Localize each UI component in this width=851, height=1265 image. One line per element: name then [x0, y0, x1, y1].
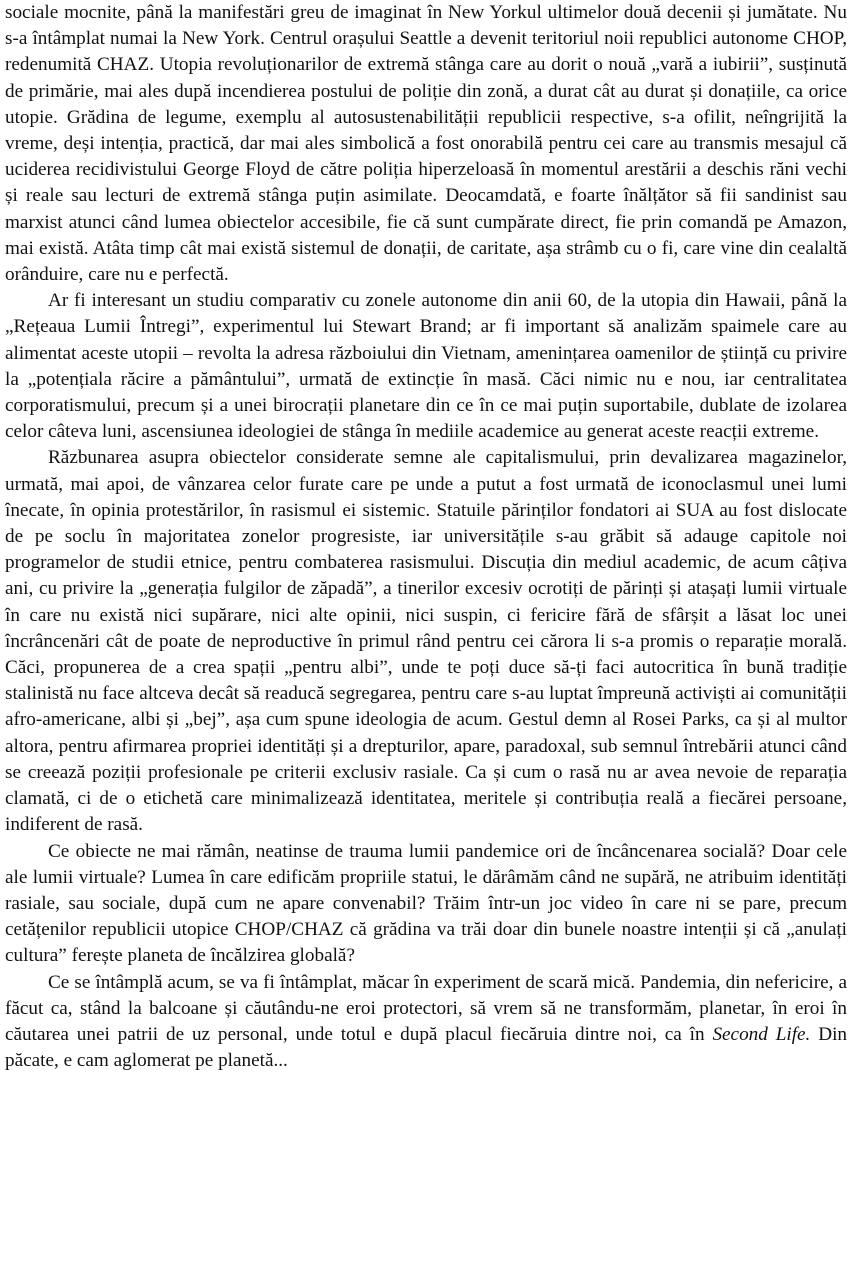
paragraph-text-end: Din păcate, e cam aglomerat pe planetă... [5, 1023, 847, 1072]
paragraph-text: Ar fi interesant un studiu comparativ cu zonele autonome din anii 60, de la utopia din Hawaii, până la „Rețeaua Lumii Întregi”, experimentul lui Stewart Brand; ar fi important să analizăm spaimele care au alimentat aceste utopii – revolta la adresa războiului din Vietnam, amenințarea oamenilor de știință cu privire la „potențiala răcire a pământului”, urmată de extincție în masă. Căci nimic nu e nou, iar centralitatea corporatismului, precum și a unei birocrații planetare din ce în ce mai puțin suportabile, dublate de izolarea celor câteva luni, ascensiunea ideologiei de stânga în mediile academice au generat aceste reacții extreme. [5, 290, 847, 443]
paragraph-text: sociale mocnite, până la manifestări greu de imaginat în New Yorkul ultimelor două decenii și jumătate. Nu s-a întâmplat numai la New York. Centrul orașului Seattle a devenit teritoriul noii republici autonome CHOP, redenumită CHAZ. Utopia revoluționarilor de extremă stânga care au dorit o nouă „vară a iubirii”, susținută de primărie, mai ales după incendierea postului de poliție din zonă, a durat cât au durat și donațiile, ca orice utopie. Grădina de legume, exemplu al autosustenabilității republicii respective, s-a ofilit, neîngrijită la vreme, deși intenția, practică, dar mai ales simbolică a fost onorabilă pentru cei care au transmis mesajul că uciderea recidivistului George Floyd de către poliția hiperzeloasă în momentul arestării a deschis răni vechi și reale sau lecturi de extremă stânga puțin asimilate. Deocamdată, e foarte înălțător să fii sandinist sau marxist atunci când lumea obiectelor accesibile, fie că sunt cumpărate direct, fie prin comandă pe Amazon, mai există. Atâta timp cât mai există sistemul de donații, de caritate, așa strâmb cu o fi, care vine din cealaltă orânduire, care nu e perfectă. [5, 2, 847, 286]
paragraph-second-life [5, 970, 847, 1075]
paragraph-text: Răzbunarea asupra obiectelor considerate semne ale capitalismului, prin devalizarea magazinelor, urmată, mai apoi, de vânzarea celor furate care pe unde a putut a fost urmată de iconoclasmul unei lumi înecate, în opinia protestărilor, în rasismul ei sistemic. Statuile părinților fondatori ai SUA au fost dislocate de pe soclu în majoritatea zonelor progresiste, iar universitățile s-au grăbit să adauge capitole noi programelor de studii etnice, pentru combaterea rasismului. Discuția din mediul academic, de acum câțiva ani, cu privire la „generația fulgilor de zăpadă”, a tinerilor excesiv ocrotiți de părinți și atașați lumii virtuale în care nu există nici supărare, nici alte opinii, nici suspin, ci fericire fără de sfârșit a lăsat loc unei încrâncenări cât de poate de neproductive în primul rând pentru cei cărora li s-a promis o reparație morală. Căci, propunerea de a crea spații „pentru albi”, unde te poți duce să-ți faci autocritica în bună tradiție stalinistă nu face altceva decât să readucă segregarea, pentru care s-au luptat împreună activiști ai comunității afro-americane, albi și „bej”, așa cum spune ideologia de acum. Gestul demn al Rosei Parks, ca și al multor altora, pentru afirmarea propriei identități și a drepturilor, apare, paradoxal, sub semnul întrebării atunci când se creează poziții profesionale pe criterii exclusiv rasiale. Ca și cum o rasă nu ar avea nevoie de reparația clamată, ci de o etichetă care minimalizează identitatea, meritele și contribuția reală a fiecărei persoane, indiferent de rasă. [5, 447, 847, 836]
paragraph-text: Ce obiecte ne mai rămân, neatinse de trauma lumii pandemice ori de încâncenarea socială? Doar cele ale lumii virtuale? Lumea în care edificăm propriile statui, le dărâmăm când ne supără, ne atribuim identități rasiale, sau sociale, după cum ne apare convenabil? Trăim într-un joc video în care ni se pare, precum cetățenilor republicii utopice CHOP/CHAZ că grădina va trăi doar din bunele noastre intenții și că „anulați cultura” ferește planeta de încălzirea globală? [5, 840, 847, 967]
paragraph-virtual-world [5, 839, 847, 970]
book-title-italic: Second Life. [712, 1023, 811, 1045]
paragraph-text: Ce se întâmplă acum, se va fi întâmplat, măcar în experiment de scară mică. Pandemia, din nefericire, a făcut ca, stând la balcoane și căutându-ne eroi protectori, să vrem să ne transformăm, planetar, în eroi în căutarea unei patrii de uz personal, unde totul e după placul fiecăruia dintre noi, ca în [5, 971, 847, 1045]
paragraph-autonomous-zones [5, 288, 847, 445]
paragraph-seattle-chop [5, 0, 847, 288]
paragraph-revenge-on-objects [5, 445, 847, 838]
